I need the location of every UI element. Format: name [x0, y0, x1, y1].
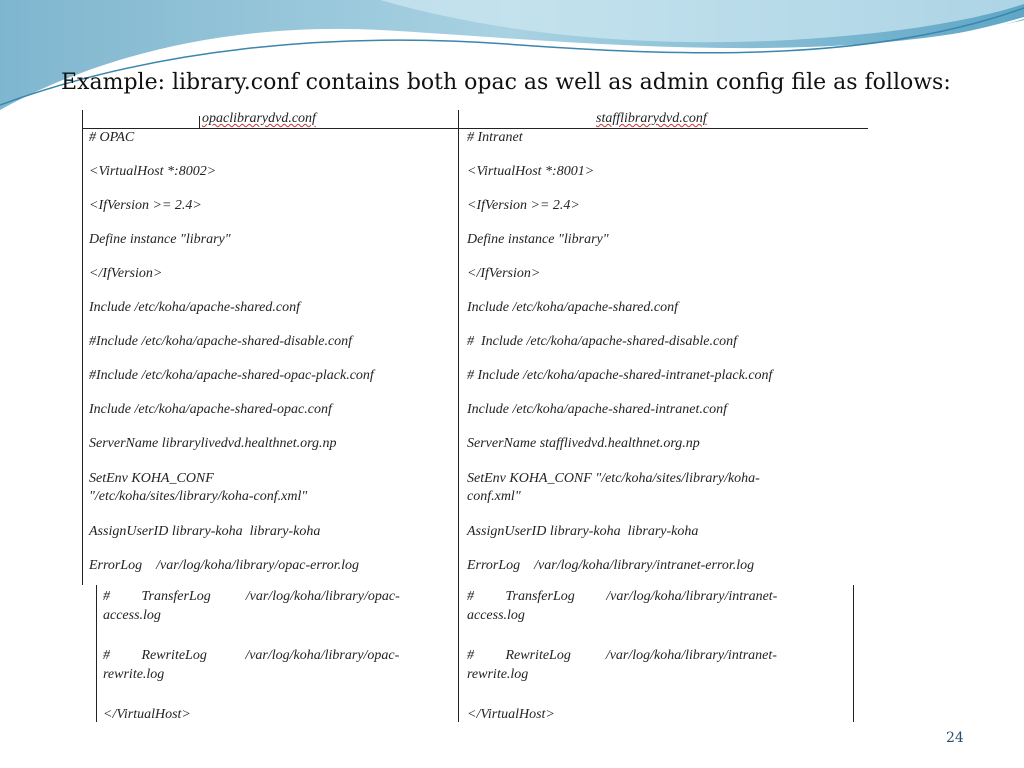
config-line: # Include /etc/koha/apache-shared-disable.conf [467, 334, 738, 349]
config-line: # Include /etc/koha/apache-shared-intranet-plack.conf [467, 368, 773, 383]
config-line: <IfVersion >= 2.4> [89, 198, 202, 213]
config-line: </IfVersion> [89, 266, 163, 281]
page-number: 24 [946, 730, 964, 746]
config-line: #Include /etc/koha/apache-shared-disable.conf [89, 334, 353, 349]
config-line: # RewriteLog /var/log/koha/library/opac- [103, 648, 400, 663]
table-border-left [82, 110, 83, 585]
config-table-continued [96, 585, 854, 722]
config-line: access.log [467, 608, 525, 623]
config-line: <IfVersion >= 2.4> [467, 198, 580, 213]
config-line: # TransferLog /var/log/koha/library/intranet- [467, 589, 778, 604]
slide-title: Example: library.conf contains both opac as well as admin config file as follows: [61, 70, 951, 95]
config-line: ErrorLog /var/log/koha/library/intranet-error.log [467, 558, 755, 573]
config-line: rewrite.log [467, 667, 529, 682]
col-header-staff: stafflibrarydvd.conf [596, 111, 707, 126]
text-cursor-mark [199, 116, 200, 128]
config-line: ServerName librarylivedvd.healthnet.org.np [89, 436, 337, 451]
config-line: Define instance "library" [467, 232, 609, 247]
config-line: SetEnv KOHA_CONF "/etc/koha/sites/library/koha- [467, 471, 760, 486]
config-line: ServerName stafflivedvd.healthnet.org.np [467, 436, 700, 451]
config-line: rewrite.log [103, 667, 165, 682]
config-line: <VirtualHost *:8001> [467, 164, 595, 179]
config-table [82, 110, 868, 585]
config-line: SetEnv KOHA_CONF [89, 471, 214, 486]
header-wave-decoration [0, 0, 1024, 120]
col-header-opac: opaclibrarydvd.conf [202, 111, 316, 126]
config-line: Include /etc/koha/apache-shared-opac.conf [89, 402, 332, 417]
config-line: Include /etc/koha/apache-shared.conf [89, 300, 300, 315]
table2-border-right [853, 585, 854, 722]
config-line: Include /etc/koha/apache-shared-intranet.conf [467, 402, 727, 417]
config-line: # TransferLog /var/log/koha/library/opac- [103, 589, 400, 604]
config-line: Define instance "library" [89, 232, 231, 247]
table-divider [458, 110, 459, 585]
config-line: </VirtualHost> [467, 707, 555, 722]
config-line: Include /etc/koha/apache-shared.conf [467, 300, 678, 315]
config-line: # OPAC [89, 130, 135, 145]
config-line: AssignUserID library-koha library-koha [89, 524, 321, 539]
config-line: conf.xml" [467, 489, 521, 504]
config-line: #Include /etc/koha/apache-shared-opac-plack.conf [89, 368, 374, 383]
config-line: # RewriteLog /var/log/koha/library/intranet- [467, 648, 777, 663]
config-line: ErrorLog /var/log/koha/library/opac-error.log [89, 558, 360, 573]
config-line: # Intranet [467, 130, 523, 145]
config-line: AssignUserID library-koha library-koha [467, 524, 699, 539]
config-line: access.log [103, 608, 161, 623]
table2-border-left [96, 585, 97, 722]
config-line: "/etc/koha/sites/library/koha-conf.xml" [89, 489, 308, 504]
config-line: </VirtualHost> [103, 707, 191, 722]
config-line: <VirtualHost *:8002> [89, 164, 217, 179]
config-line: </IfVersion> [467, 266, 541, 281]
table2-divider [458, 585, 459, 722]
